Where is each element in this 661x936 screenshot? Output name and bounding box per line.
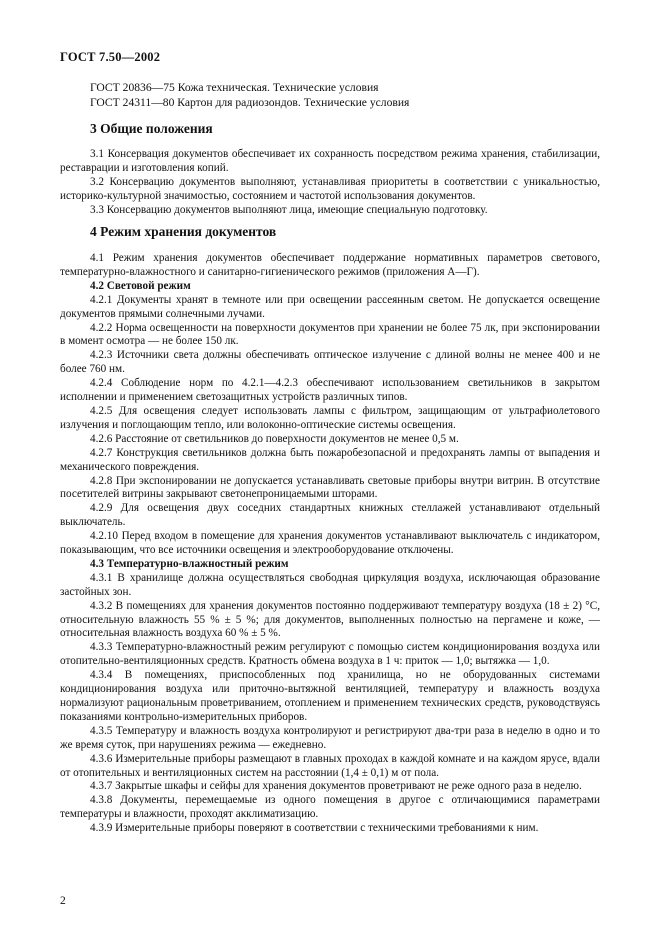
reference-line: ГОСТ 24311—80 Картон для радиозондов. Технические условия [90, 96, 410, 109]
paragraph: 4.3.3 Температурно-влажностный режим регулируют с помощью систем кондиционирования воздуха или отопительно-вентиляционных средств. Кратность обмена воздуха в 1 ч: приток — 1,0; вытяжка — 1,0. [60, 641, 600, 668]
paragraph: 4.3.1 В хранилище должна осуществляться свободная циркуляция воздуха, исключающая образование застойных зон. [60, 571, 600, 598]
page-header: ГОСТ 7.50—2002 [60, 50, 161, 64]
paragraph: 4.2.7 Конструкция светильников должна быть пожаробезопасной и предохранять лампы от выпадения и механического повреждения. [60, 446, 600, 473]
subsection-4-2-title: 4.2 Световой режим [90, 279, 191, 292]
paragraph: 4.3.9 Измерительные приборы поверяют в соответствии с техническими требованиями к ним. [90, 822, 539, 835]
section-4-body [60, 252, 600, 836]
paragraph: 4.2.10 Перед входом в помещение для хранения документов устанавливают выключатель с индикатором, показывающим, что все источники освещения и электрооборудование отключены. [60, 530, 600, 557]
paragraph: 4.3.2 В помещениях для хранения документов постоянно поддерживают температуру воздуха (18 ± 2) °С, относительную влажность 55 % ± 5 %; для документов, выполненных полностью на пергамене и коже, — относительная влажность воздуха 60 % ± 5 %. [60, 599, 600, 640]
paragraph: 4.3.6 Измерительные приборы размещают в главных проходах в каждой комнате и на каждом ярусе, вдали от отопительных и вентиляционных систем на расстоянии (1,4 ± 0,1) м от пола. [60, 752, 600, 779]
reference-line: ГОСТ 20836—75 Кожа техническая. Технические условия [90, 81, 379, 94]
paragraph: 4.2.6 Расстояние от светильников до поверхности документов не менее 0,5 м. [90, 432, 459, 445]
paragraph: 3.2 Консервацию документов выполняют, устанавливая приоритеты в соответствии с уникальностью, историко-культурной значимостью, состоянием и частотой использования документов. [60, 175, 600, 202]
paragraph: 4.2.5 Для освещения следует использовать лампы с фильтром, защищающим от ультрафиолетового излучения и поглощающим тепло, или волоконно-оптические системы освещения. [60, 404, 600, 431]
paragraph: 4.2.3 Источники света должны обеспечивать оптическое излучение с длиной волны не менее 400 и не более 760 нм. [60, 349, 600, 376]
paragraph: 3.3 Консервацию документов выполняют лица, имеющие специальную подготовку. [90, 203, 488, 216]
paragraph: 4.2.2 Норма освещенности на поверхности документов при хранении не более 75 лк, при экспонировании в момент осмотра — не более 150 лк. [60, 321, 600, 348]
subsection-4-3-title: 4.3 Температурно-влажностный режим [90, 557, 289, 570]
paragraph: 4.3.8 Документы, перемещаемые из одного помещения в другое с отличающимися параметрами температуры и влажности, проходят акклиматизацию. [60, 794, 600, 821]
paragraph: 4.1 Режим хранения документов обеспечивает поддержание нормативных параметров светового, температурно-влажностного и санитарно-гигиенического режимов (приложения А—Г). [60, 252, 600, 278]
paragraph: 4.2.4 Соблюдение норм по 4.2.1—4.2.3 обеспечивают использованием светильников в закрытом исполнении и применением светозащитных устройств различных типов. [60, 377, 600, 404]
paragraph: 3.1 Консервация документов обеспечивает их сохранность посредством режима хранения, стабилизации, реставрации и изготовления копий. [60, 148, 600, 174]
normative-references [90, 80, 409, 110]
paragraph: 4.3.7 Закрытые шкафы и сейфы для хранения документов проветривают не реже одного раза в неделю. [90, 780, 582, 793]
paragraph: 4.2.9 Для освещения двух соседних стандартных книжных стеллажей устанавливают отдельный выключатель. [60, 502, 600, 529]
section-3-title: 3 Общие положения [90, 121, 213, 136]
page-number: 2 [60, 895, 66, 907]
paragraph: 4.3.4 В помещениях, приспособленных под хранилища, но не оборудованных системами кондиционирования воздуха или приточно-вытяжной вентиляцией, температуру и влажность воздуха нормализуют рациональным проветриванием, отоплением и применением технических средств, руководствуясь показаниями контрольно-измерительных приборов. [60, 669, 600, 723]
paragraph: 4.2.8 При экспонировании не допускается устанавливать световые приборы внутри витрин. В отсутствие посетителей витрины закрывают светонепроницаемыми шторами. [60, 474, 600, 501]
section-3-body [60, 148, 600, 218]
section-4-title: 4 Режим хранения документов [90, 224, 277, 239]
paragraph: 4.3.5 Температуру и влажность воздуха контролируют и регистрируют два-три раза в неделю в одно и то же время суток, при нарушениях режима — ежедневно. [60, 724, 600, 751]
paragraph: 4.2.1 Документы хранят в темноте или при освещении рассеянным светом. Не допускается освещение документов прямыми солнечными лучами. [60, 293, 600, 320]
